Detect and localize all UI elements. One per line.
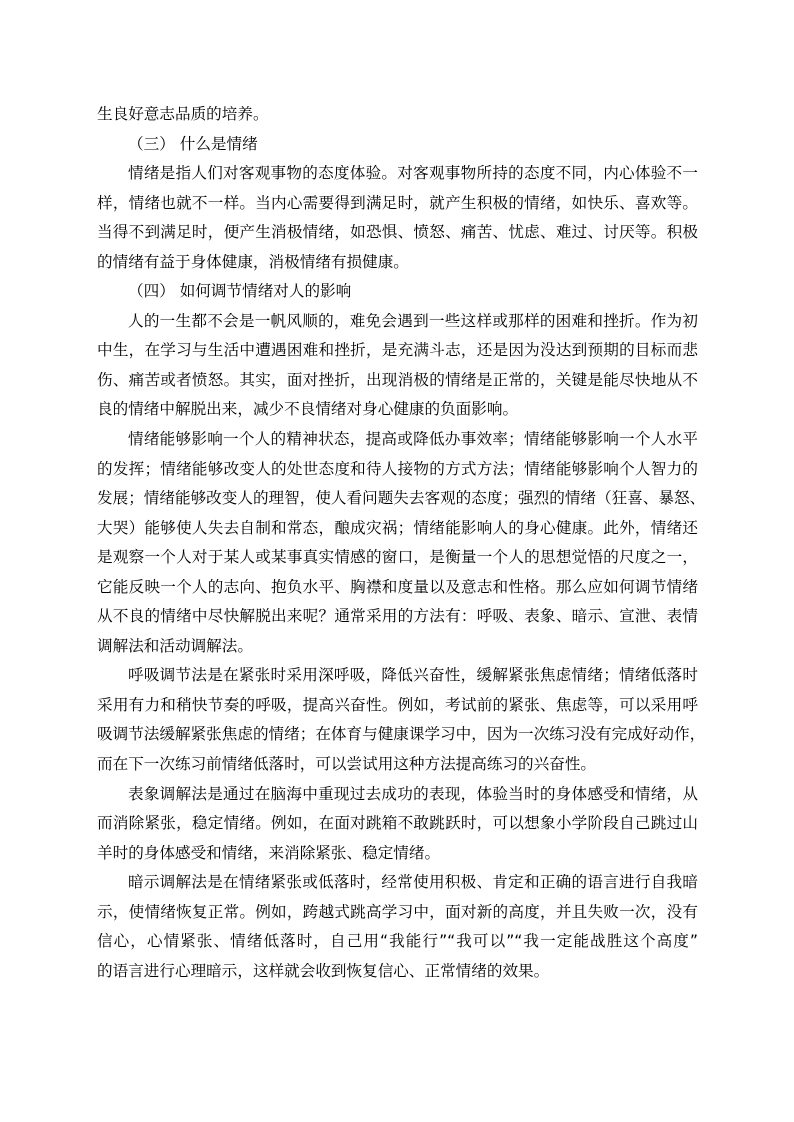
text-line: 人的一生都不会是一帆风顺的，难免会遇到一些这样或那样的困难和挫折。作为初 <box>128 311 698 330</box>
section-heading: （四） 如何调节情绪对人的影响 <box>128 282 352 301</box>
text-line: 采用有力和稍快节奏的呼吸，提高兴奋性。例如，考试前的紧张、焦虑等，可以采用呼 <box>97 695 698 714</box>
text-line: 伤、痛苦或者愤怒。其实，面对挫折，出现消极的情绪是正常的，关键是能尽快地从不 <box>97 370 698 389</box>
text-line: 从不良的情绪中尽快解脱出来呢？通常采用的方法有：呼吸、表象、暗示、宣泄、表情 <box>97 607 698 626</box>
text-line: 的语言进行心理暗示，这样就会收到恢复信心、正常情绪的效果。 <box>97 961 550 980</box>
text-line: 的发挥；情绪能够改变人的处世态度和待人接物的方式方法；情绪能够影响个人智力的 <box>97 459 698 478</box>
text-line: 羊时的身体感受和情绪，来消除紧张、稳定情绪。 <box>97 843 441 862</box>
text-line: 情绪能够影响一个人的精神状态，提高或降低办事效率；情绪能够影响一个人水平 <box>128 430 698 449</box>
text-line: 而在下一次练习前情绪低落时，可以尝试用这种方法提高练习的兴奋性。 <box>97 755 597 774</box>
text-line: 调解法和活动调解法。 <box>97 636 253 655</box>
text-line: 呼吸调节法是在紧张时采用深呼吸，降低兴奋性，缓解紧张焦虑情绪；情绪低落时 <box>128 666 698 685</box>
text-line: 生良好意志品质的培养。 <box>97 105 269 123</box>
text-line: 而消除紧张，稳定情绪。例如，在面对跳箱不敢跳跃时，可以想象小学阶段自己跳过山 <box>97 814 698 833</box>
text-line: 中生，在学习与生活中遭遇困难和挫折，是充满斗志，还是因为没达到预期的目标而悲 <box>97 341 698 360</box>
text-line: 是观察一个人对于某人或某事真实情感的窗口，是衡量一个人的思想觉悟的尺度之一， <box>97 548 698 567</box>
text-line: 它能反映一个人的志向、抱负水平、胸襟和度量以及意志和性格。那么应如何调节情绪 <box>97 577 698 596</box>
text-line: 的情绪有益于身体健康，消极情绪有损健康。 <box>97 252 409 271</box>
document-page <box>97 100 706 986</box>
text-line: 情绪是指人们对客观事物的态度体验。对客观事物所持的态度不同，内心体验不一 <box>128 164 698 183</box>
text-line: 吸调节法缓解紧张焦虑的情绪；在体育与健康课学习中，因为一次练习没有完成好动作， <box>97 725 706 744</box>
text-line: 样，情绪也就不一样。当内心需要得到满足时，就产生积极的情绪，如快乐、喜欢等。 <box>97 193 698 212</box>
section-heading: （三） 什么是情绪 <box>128 134 258 153</box>
text-line: 暗示调解法是在情绪紧张或低落时，经常使用积极、肯定和正确的语言进行自我暗 <box>128 873 698 892</box>
text-line: 发展；情绪能够改变人的理智，使人看问题失去客观的态度；强烈的情绪（狂喜、暴怒、 <box>97 489 706 508</box>
text-line: 当得不到满足时，便产生消极情绪，如恐惧、愤怒、痛苦、忧虑、难过、讨厌等。积极 <box>97 223 698 242</box>
text-line: 表象调解法是通过在脑海中重现过去成功的表现，体验当时的身体感受和情绪，从 <box>128 784 698 803</box>
text-line: 良的情绪中解脱出来，减少不良情绪对身心健康的负面影响。 <box>97 400 519 419</box>
text-line: 大哭）能够使人失去自制和常态，酿成灾祸；情绪能影响人的身心健康。此外，情绪还 <box>97 518 698 537</box>
text-line: 信心，心情紧张、情绪低落时，自己用“我能行”“我可以”“我一定能战胜这个高度” <box>97 932 698 951</box>
text-line: 示，使情绪恢复正常。例如，跨越式跳高学习中，面对新的高度，并且失败一次，没有 <box>97 902 698 921</box>
